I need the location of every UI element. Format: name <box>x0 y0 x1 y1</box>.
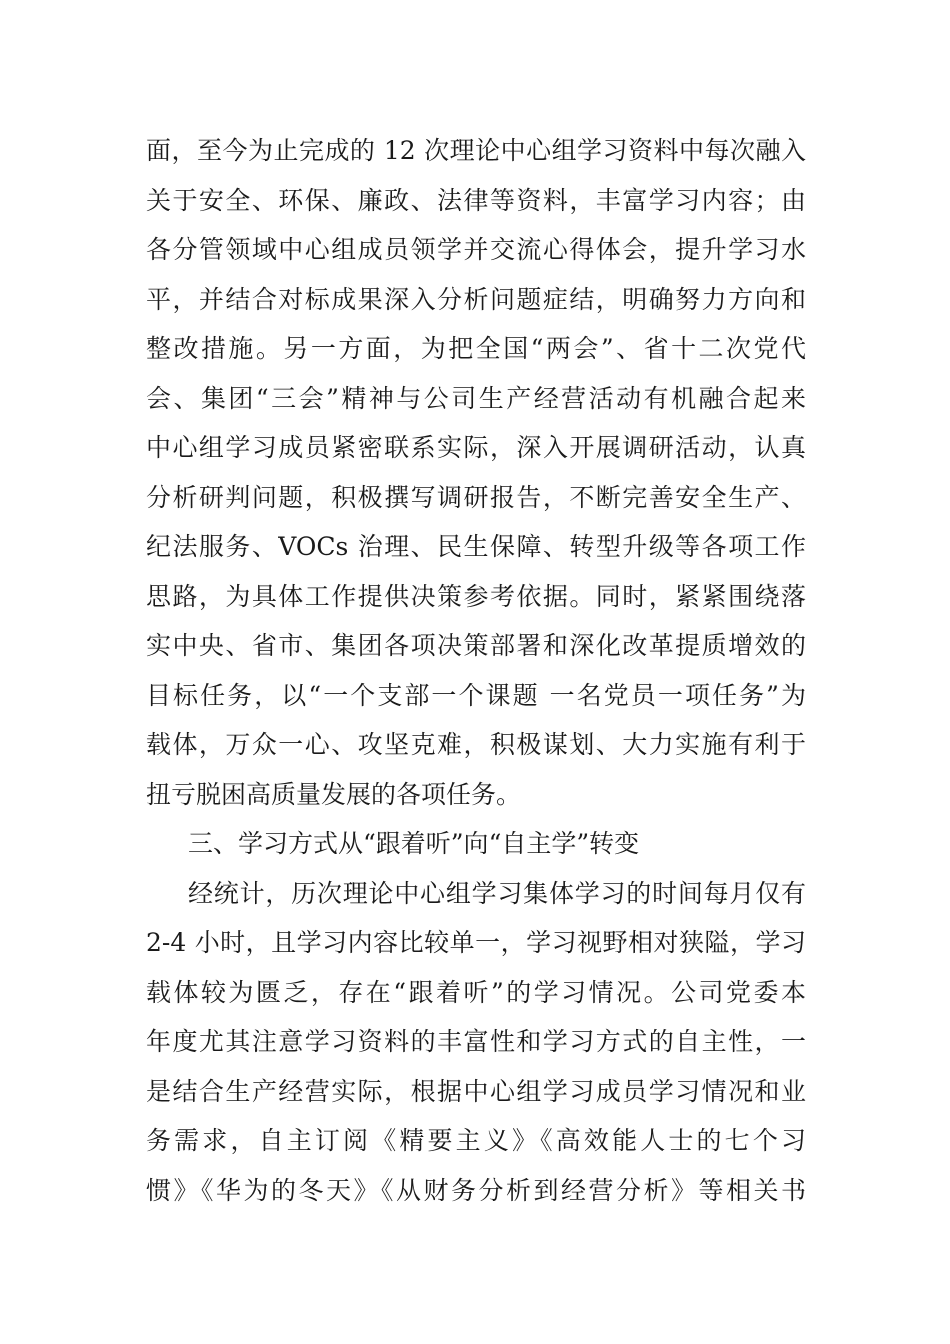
paragraph-line: 扭亏脱困高质量发展的各项任务。 <box>146 779 522 809</box>
paragraph-line: 思路，为具体工作提供决策参考依据。同时，紧紧围绕落 <box>146 581 806 611</box>
paragraph-line: 2-4 小时，且学习内容比较单一，学习视野相对狭隘，学习 <box>146 928 806 957</box>
paragraph-line: 载体，万众一心、攻坚克难，积极谋划、大力实施有利于 <box>146 730 806 759</box>
paragraph-line: 各分管领域中心组成员领学并交流心得体会，提升学习水 <box>146 235 806 264</box>
paragraph-line: 平，并结合对标成果深入分析问题症结，明确努力方向和 <box>146 284 806 314</box>
paragraph-line: 关于安全、环保、廉政、法律等资料，丰富学习内容；由 <box>146 185 806 215</box>
paragraph-line: 惯》《华为的冬天》《从财务分析到经营分析》等相关书 <box>146 1175 806 1205</box>
paragraph-line: 分析研判问题，积极撰写调研报告，不断完善安全生产、 <box>146 482 806 512</box>
paragraph-line: 务需求，自主订阅《精要主义》《高效能人士的七个习 <box>146 1126 806 1155</box>
section-heading: 三、学习方式从“跟着听”向“自主学”转变 <box>188 829 640 858</box>
paragraph-line: 载体较为匮乏，存在“跟着听”的学习情况。公司党委本 <box>146 977 806 1007</box>
paragraph-line: 整改措施。另一方面，为把全国“两会”、省十二次党代 <box>146 334 806 363</box>
paragraph-line: 会、集团“三会”精神与公司生产经营活动有机融合起来 <box>146 383 806 413</box>
paragraph-line: 经统计，历次理论中心组学习集体学习的时间每月仅有 <box>188 878 806 908</box>
paragraph-line: 年度尤其注意学习资料的丰富性和学习方式的自主性，一 <box>146 1027 806 1056</box>
paragraph-line: 目标任务，以“一个支部一个课题 一名党员一项任务”为 <box>146 680 806 710</box>
paragraph-line: 中心组学习成员紧密联系实际，深入开展调研活动，认真 <box>146 433 806 462</box>
paragraph-line: 面，至今为止完成的 12 次理论中心组学习资料中每次融入 <box>146 136 806 165</box>
paragraph-line: 纪法服务、VOCs 治理、民生保障、转型升级等各项工作 <box>146 532 806 561</box>
body-text <box>146 126 806 1215</box>
paragraph-line: 是结合生产经营实际，根据中心组学习成员学习情况和业 <box>146 1076 806 1106</box>
paragraph-line: 实中央、省市、集团各项决策部署和深化改革提质增效的 <box>146 631 806 660</box>
